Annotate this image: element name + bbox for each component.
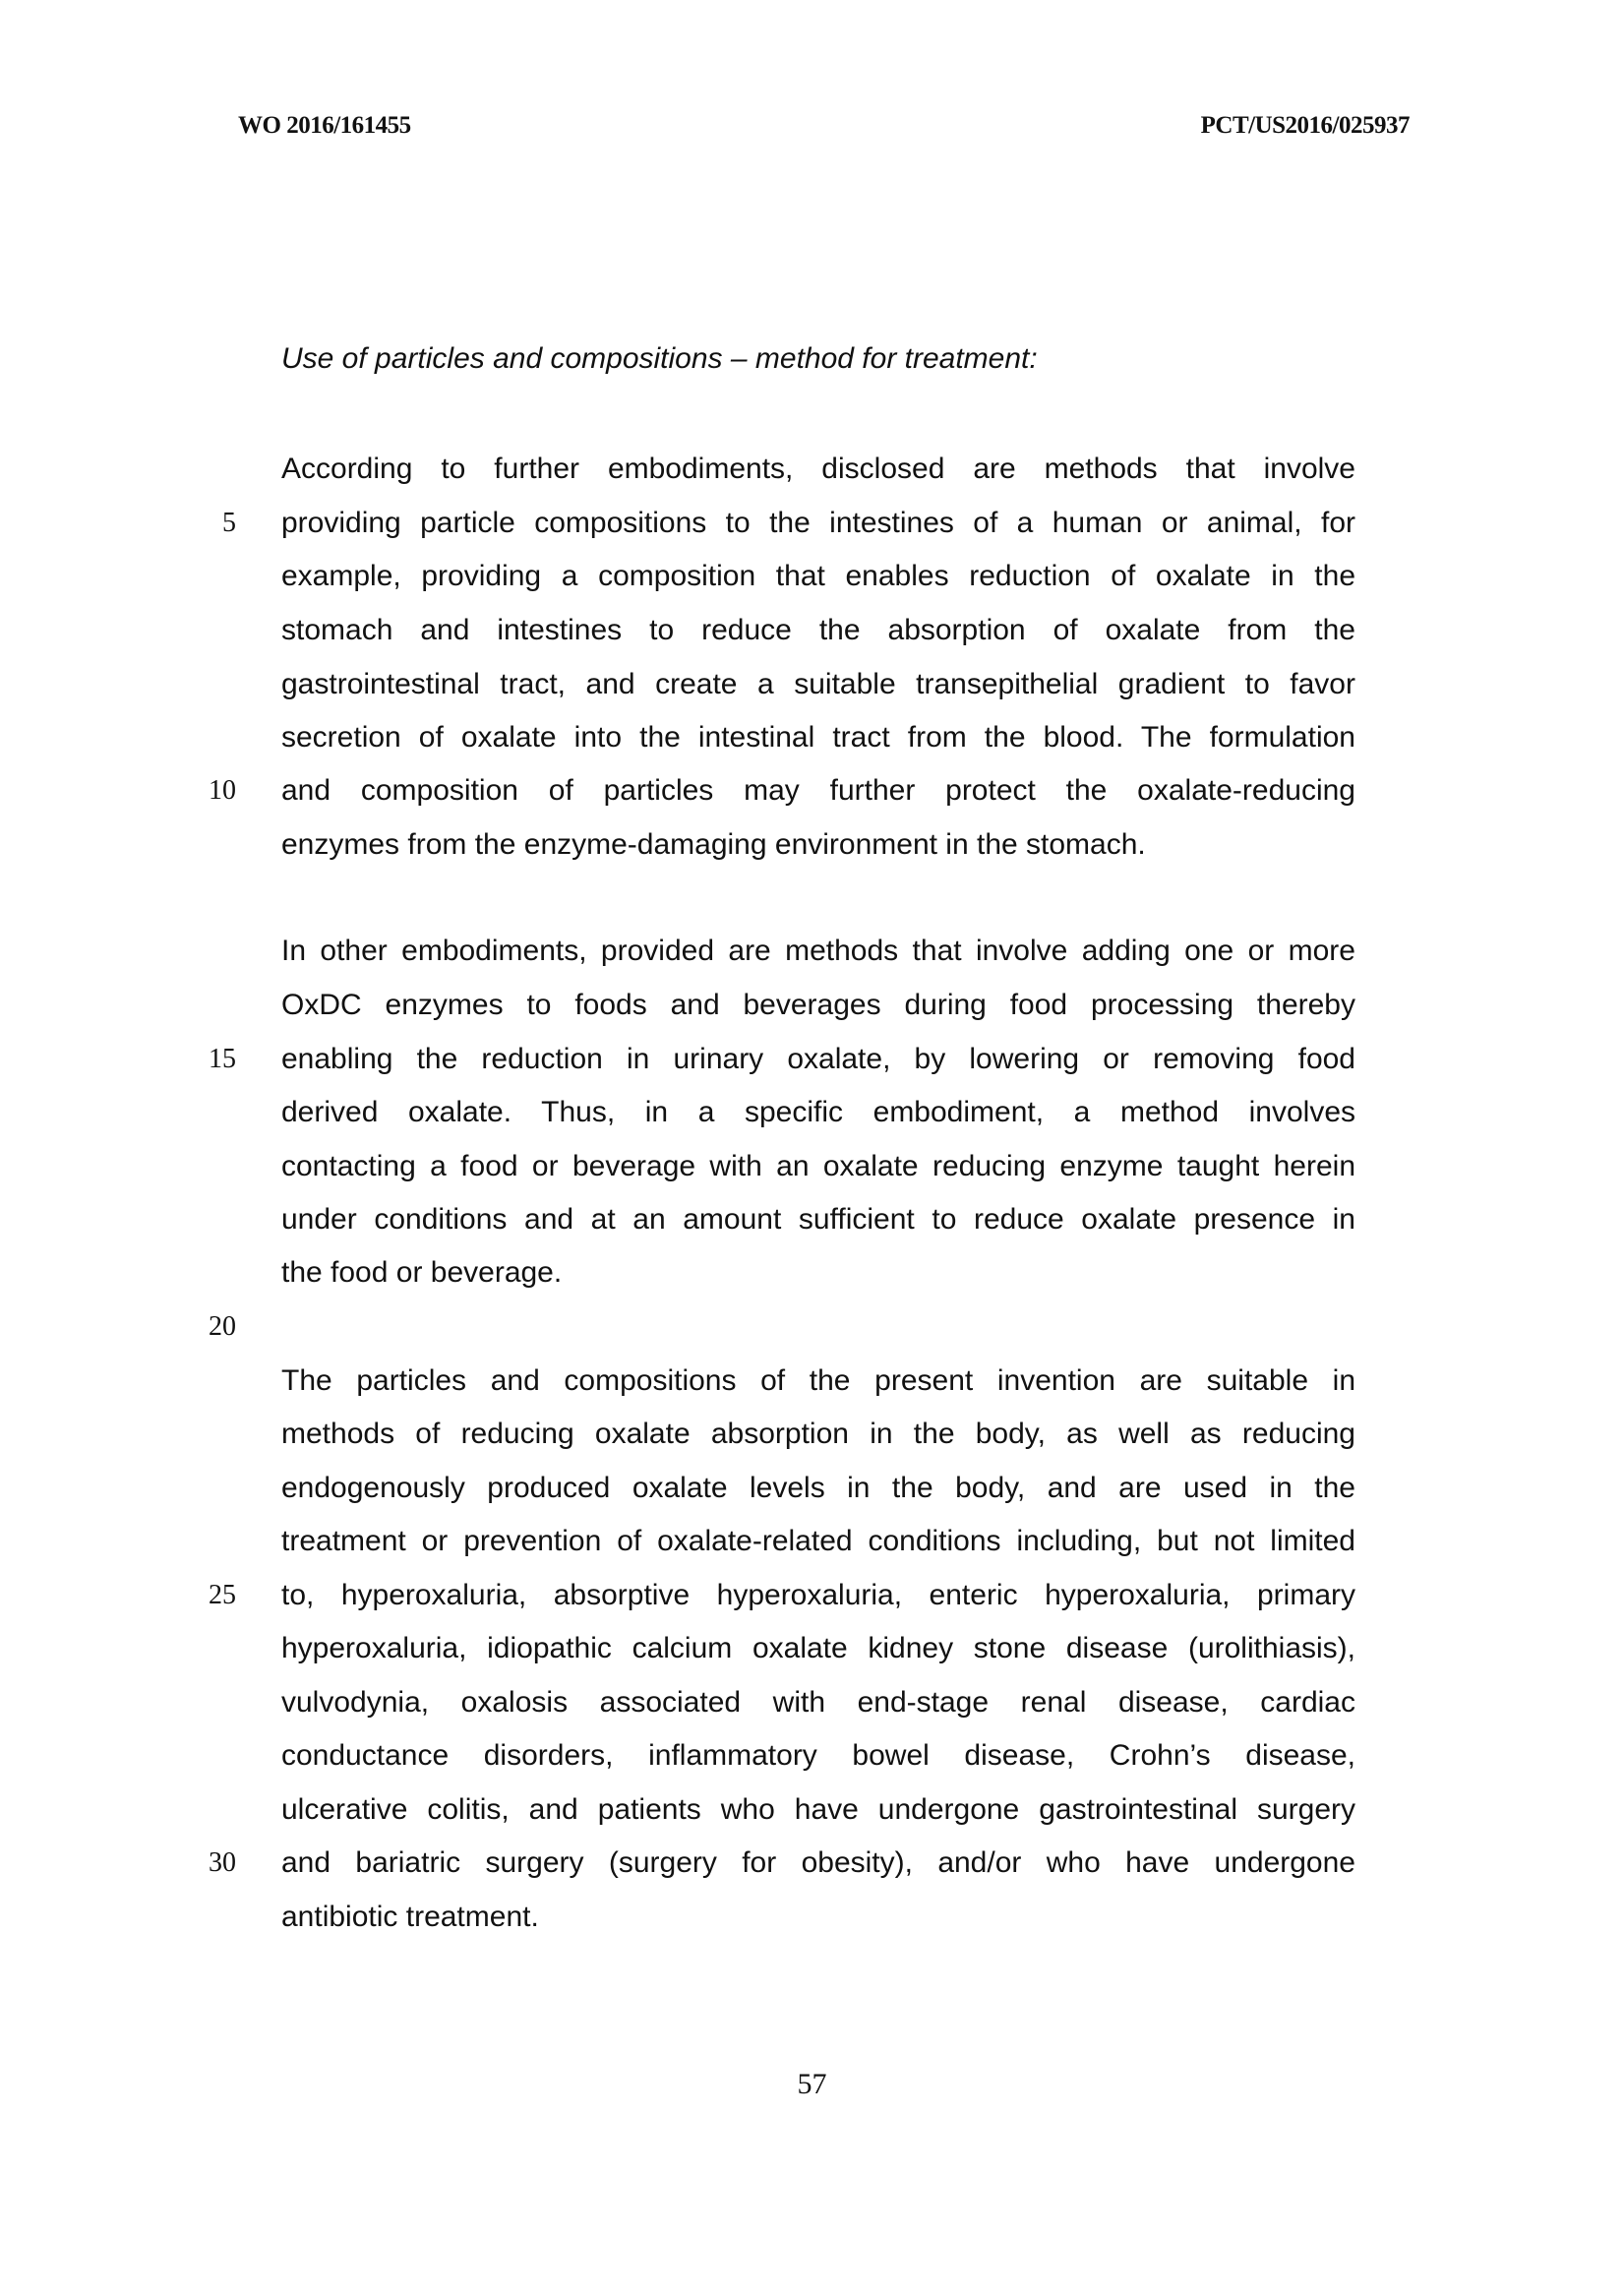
text-line: gastrointestinal tract, and create a suitable transepithelial gradient to favor bbox=[281, 668, 1355, 700]
text-line: enzymes from the enzyme-damaging environment in the stomach. bbox=[281, 828, 1146, 861]
text-line: endogenously produced oxalate levels in the body, and are used in the bbox=[281, 1472, 1355, 1504]
text-line: The particles and compositions of the present invention are suitable in bbox=[281, 1364, 1355, 1397]
text-line: and composition of particles may further protect the oxalate-reducing bbox=[281, 774, 1355, 807]
text-line: ulcerative colitis, and patients who have undergone gastrointestinal surgery bbox=[281, 1793, 1355, 1826]
text-line: In other embodiments, provided are methods that involve adding one or more bbox=[281, 935, 1355, 967]
line-number: 15 bbox=[209, 1044, 236, 1074]
line-number: 25 bbox=[209, 1580, 236, 1610]
publication-number: WO 2016/161455 bbox=[238, 112, 411, 139]
text-line: contacting a food or beverage with an oxalate reducing enzyme taught herein bbox=[281, 1150, 1355, 1182]
line-number: 30 bbox=[209, 1847, 236, 1878]
text-line: example, providing a composition that enables reduction of oxalate in the bbox=[281, 560, 1355, 592]
text-line: According to further embodiments, disclosed are methods that involve bbox=[281, 453, 1355, 485]
text-line: stomach and intestines to reduce the absorption of oxalate from the bbox=[281, 614, 1355, 646]
text-line: vulvodynia, oxalosis associated with end-stage renal disease, cardiac bbox=[281, 1686, 1355, 1719]
text-line: the food or beverage. bbox=[281, 1256, 563, 1289]
text-line: antibiotic treatment. bbox=[281, 1901, 539, 1933]
line-number: 5 bbox=[222, 508, 236, 538]
text-line: under conditions and at an amount sufficient to reduce oxalate presence in bbox=[281, 1203, 1355, 1236]
text-line: OxDC enzymes to foods and beverages during food processing thereby bbox=[281, 989, 1355, 1021]
text-line: hyperoxaluria, idiopathic calcium oxalate kidney stone disease (urolithiasis), bbox=[281, 1632, 1355, 1664]
text-line: methods of reducing oxalate absorption in the body, as well as reducing bbox=[281, 1418, 1355, 1450]
page-number: 57 bbox=[797, 2068, 827, 2100]
line-number: 10 bbox=[209, 775, 236, 806]
text-line: to, hyperoxaluria, absorptive hyperoxaluria, enteric hyperoxaluria, primary bbox=[281, 1579, 1355, 1611]
text-line: secretion of oxalate into the intestinal tract from the blood. The formulation bbox=[281, 721, 1355, 754]
text-line: treatment or prevention of oxalate-related conditions including, but not limited bbox=[281, 1525, 1355, 1557]
text-line: derived oxalate. Thus, in a specific embodiment, a method involves bbox=[281, 1096, 1355, 1128]
text-line: enabling the reduction in urinary oxalate, by lowering or removing food bbox=[281, 1043, 1355, 1075]
text-line: conductance disorders, inflammatory bowel disease, Crohn’s disease, bbox=[281, 1739, 1355, 1772]
line-number: 20 bbox=[209, 1311, 236, 1342]
text-line: and bariatric surgery (surgery for obesity), and/or who have undergone bbox=[281, 1846, 1355, 1879]
text-line: providing particle compositions to the intestines of a human or animal, for bbox=[281, 507, 1355, 539]
section-heading: Use of particles and compositions – method for treatment: bbox=[281, 342, 1038, 375]
application-number: PCT/US2016/025937 bbox=[1200, 112, 1410, 139]
